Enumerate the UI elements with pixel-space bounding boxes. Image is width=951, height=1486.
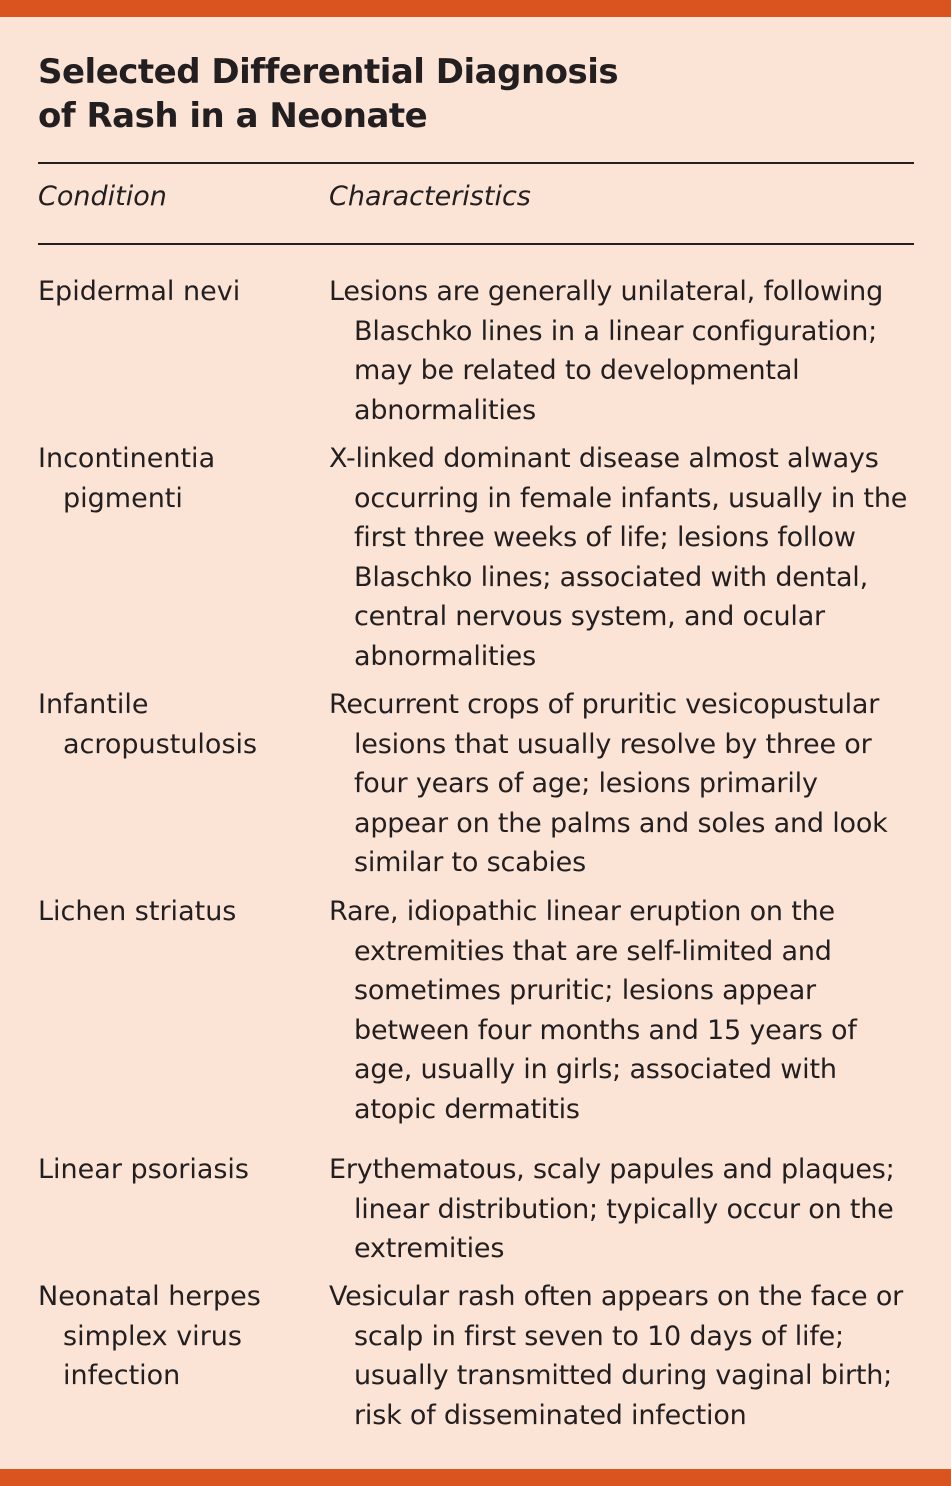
column-header-condition: Condition [38,181,167,212]
characteristics-cell: X-linked dominant disease almost always occurring in female infants, usually in the first three weeks of life; lesions follow Blaschko lines; associated with dental, central nervous system, and ocular abnormalities [329,443,908,672]
title-divider [38,162,914,164]
top-accent-bar [0,0,951,17]
characteristics-cell: Vesicular rash often appears on the face or scalp in first seven to 10 days of life; usually transmitted during vaginal birth; risk of disseminated infection [329,1281,904,1431]
condition-cell: Lichen striatus [38,896,237,927]
header-divider [38,243,914,245]
condition-cell: Neonatal herpes simplex virus infection [38,1281,261,1391]
condition-cell: Linear psoriasis [38,1154,250,1185]
title-line-2: of Rash in a Neonate [38,96,428,136]
table-title [38,50,898,138]
condition-cell: Infantile acropustulosis [38,689,258,760]
characteristics-cell: Erythematous, scaly papules and plaques; linear distribution; typically occur on the extremities [329,1154,895,1264]
condition-cell: Epidermal nevi [38,276,241,307]
characteristics-cell: Lesions are generally unilateral, following Blaschko lines in a linear configuration; may be related to developmental abnormalities [329,276,884,426]
title-line-1: Selected Differential Diagnosis [38,52,619,92]
column-header-characteristics: Characteristics [329,181,531,212]
bottom-accent-bar [0,1469,951,1486]
condition-cell: Incontinentia pigmenti [38,443,216,514]
characteristics-cell: Rare, idiopathic linear eruption on the extremities that are self-limited and sometimes pruritic; lesions appear between four months and 15 years of age, usually in girls; associated with atopic dermatitis [329,896,857,1125]
characteristics-cell: Recurrent crops of pruritic vesicopustular lesions that usually resolve by three or four years of age; lesions primarily appear on the palms and soles and look similar to scabies [329,689,888,878]
